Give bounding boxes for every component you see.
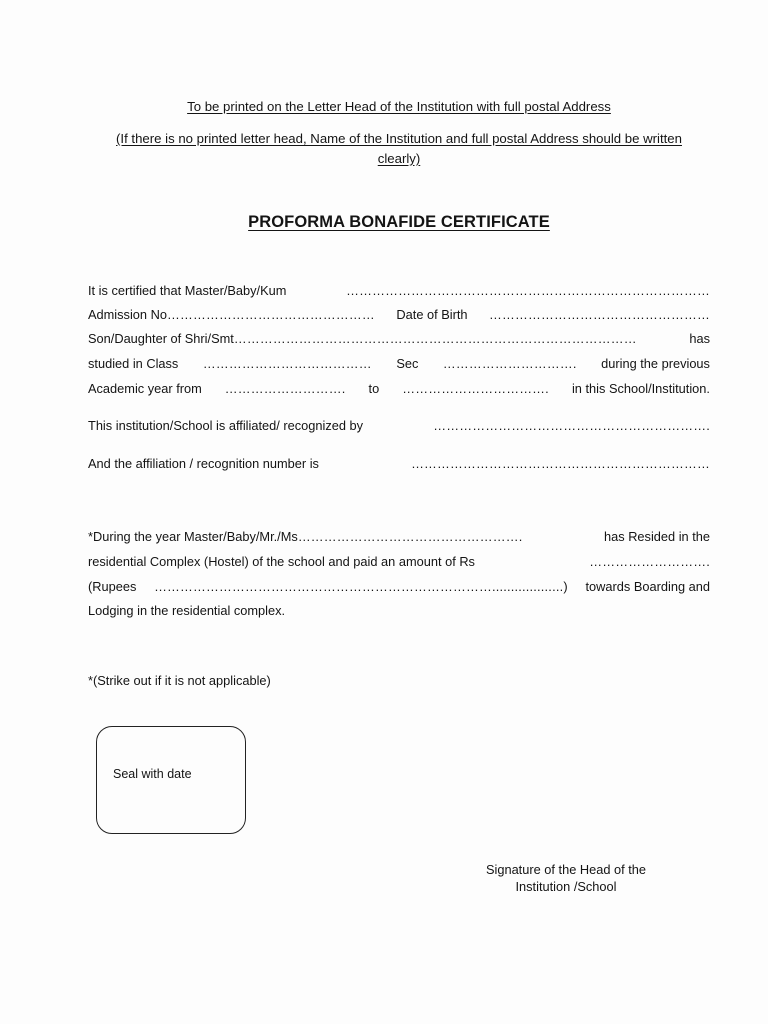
affiliation-label: This institution/School is affiliated/ recognized by [88, 418, 364, 433]
seal-label: Seal with date [113, 767, 192, 781]
academic-year-label: Academic year from [88, 381, 202, 396]
class-label: studied in Class [88, 356, 179, 371]
dob-blank: …………………………………………… [489, 307, 710, 322]
academic-year-line [88, 380, 710, 398]
parent-line [88, 330, 710, 348]
sec-blank: …………………………. [442, 356, 577, 371]
admission-line [88, 306, 710, 324]
amount-blank: ………………………. [589, 554, 710, 569]
seal-box [96, 726, 246, 834]
affiliation-blank: ………………………………………………………. [433, 418, 710, 433]
class-line [88, 355, 710, 373]
recognition-blank: …………………………………………………………… [411, 456, 710, 471]
document-title: PROFORMA BONAFIDE CERTIFICATE [248, 213, 550, 231]
signature-line-1: Signature of the Head of the [485, 862, 647, 877]
certify-text: It is certified that Master/Baby/Kum [88, 283, 287, 298]
affiliation-line [88, 417, 710, 435]
boarding-text: towards Boarding and [585, 579, 710, 594]
admission-blank: ………………………………………… [166, 307, 375, 322]
class-blank: ………………………………… [202, 356, 372, 371]
hostel-line-2 [88, 553, 710, 571]
admission-label: Admission No [88, 307, 167, 322]
sec-label: Sec [396, 356, 419, 371]
previous-text: during the previous [601, 356, 710, 371]
has-text: has [689, 331, 710, 346]
amount-label: residential Complex (Hostel) of the school and paid an amount of Rs [88, 554, 475, 569]
header-note: (If there is no printed letter head, Name of the Institution and full postal Address should be written clearly) [116, 131, 682, 166]
rupees-label: (Rupees [88, 579, 137, 594]
student-name-blank: ………………………………………………………………………… [346, 283, 710, 298]
recognition-line [88, 455, 710, 473]
resided-text: has Resided in the [604, 529, 710, 544]
hostel-line-4: Lodging in the residential complex. [88, 603, 286, 618]
dob-label: Date of Birth [396, 307, 468, 322]
school-text: in this School/Institution. [571, 381, 710, 396]
recognition-label: And the affiliation / recognition number is [88, 456, 319, 471]
hostel-student-label: *During the year Master/Baby/Mr./Ms [88, 529, 298, 544]
certify-line [88, 282, 710, 300]
parent-label: Son/Daughter of Shri/Smt [88, 331, 234, 346]
year-from-blank: ………………………. [224, 381, 346, 396]
hostel-line-3 [88, 578, 710, 596]
signature-line-2: Institution /School [515, 879, 617, 894]
to-label: to [368, 381, 380, 396]
hostel-student-blank: ……………………………………………. [297, 529, 523, 544]
header-instruction: To be printed on the Letter Head of the Institution with full postal Address [187, 99, 611, 114]
year-to-blank: ……………………………. [402, 381, 549, 396]
rupees-blank: ……………………………………………………………………...................) [154, 579, 568, 594]
parent-blank: ………………………………………………………………………………… [233, 331, 637, 346]
strike-out-note: *(Strike out if it is not applicable) [88, 673, 271, 688]
hostel-line-1 [88, 528, 710, 546]
